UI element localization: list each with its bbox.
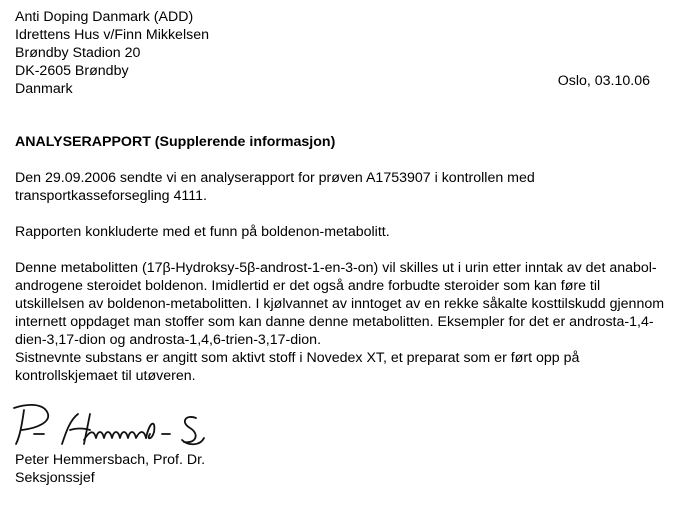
signer-title: Seksjonssjef bbox=[15, 470, 95, 486]
address-line-5: Danmark bbox=[15, 81, 73, 97]
address-line-2: Idrettens Hus v/Finn Mikkelsen bbox=[15, 27, 209, 43]
place-date: Oslo, 03.10.06 bbox=[557, 73, 650, 89]
address-line-4: DK-2605 Brøndby bbox=[15, 63, 129, 79]
paragraph-2: Rapporten konkluderte med et funn på boldenon-metabolitt. bbox=[15, 224, 390, 240]
signature-block bbox=[15, 451, 205, 487]
signer-name: Peter Hemmersbach, Prof. Dr. bbox=[15, 452, 206, 468]
report-heading: ANALYSERAPPORT (Supplerende informasjon) bbox=[15, 134, 336, 150]
paragraph-3: Denne metabolitten (17β-Hydroksy-5β-androst-1-en-3-on) vil skilles ut i urin etter inntak av det anabol- androgene steroidet boldenon. Imidlertid er det også andre forbudte steroider som kan føre til utskillelsen av boldenon-metabolitten. I kjølvannet av inntoget av en rekke såkalte kosttilskudd gjennom internett oppdaget man stoffer som kan danne denne metabolitten. Eksempler for det er androsta-1,4- dien-3,17-dion og androsta-1,4,6-trien-3,17-dion. bbox=[15, 260, 665, 348]
paragraph-1: Den 29.09.2006 sendte vi en analyserapport for prøven A1753907 i kontrollen med transportkasseforsegling 4111. bbox=[15, 170, 535, 204]
address-line-3: Brøndby Stadion 20 bbox=[15, 45, 141, 61]
letter bbox=[15, 8, 685, 385]
paragraph-4: Sistnevnte substans er angitt som aktivt stoff i Novedex XT, et preparat som er ført opp på kontrollskjemaet til utøveren. bbox=[15, 350, 580, 384]
address-line-1: Anti Doping Danmark (ADD) bbox=[15, 9, 194, 25]
